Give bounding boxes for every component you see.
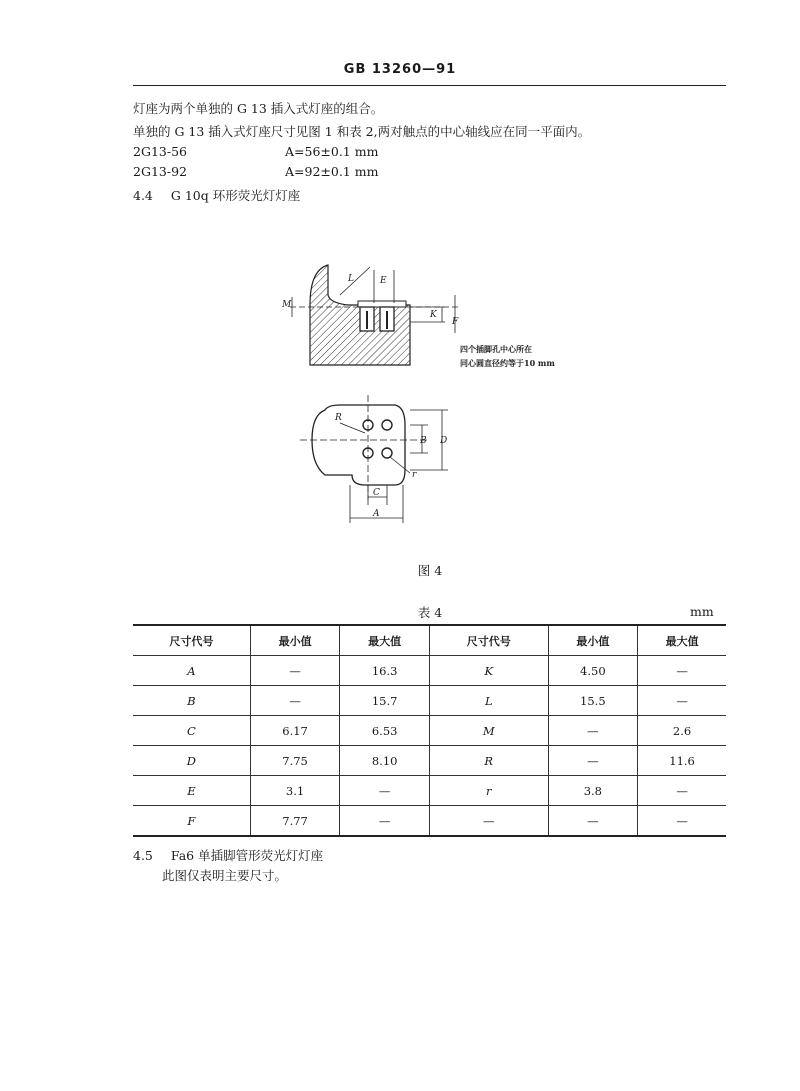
- section-title: G 10q 环形荧光灯灯座: [170, 188, 301, 203]
- dim-label-F: F: [452, 317, 459, 327]
- dim-label-r: r: [412, 470, 417, 480]
- section-number: 4.4: [133, 188, 153, 203]
- header-cell: 尺寸代号: [133, 625, 250, 656]
- table-cell: 7.75: [250, 746, 340, 776]
- table-cell: —: [548, 716, 638, 746]
- header-cell: 尺寸代号: [429, 625, 548, 656]
- table-cell: 11.6: [638, 746, 726, 776]
- table-cell: —: [548, 806, 638, 837]
- page-header: GB 13260—91: [343, 62, 457, 77]
- table-cell: M: [429, 716, 548, 746]
- header-cell: 最小值: [548, 625, 638, 656]
- table-cell: F: [133, 806, 250, 837]
- pin-hole-4: [382, 448, 392, 458]
- table-cell: —: [638, 806, 726, 837]
- table-row: [133, 806, 726, 837]
- type-code-1: 2G13-56: [133, 144, 187, 159]
- table-cell: —: [638, 686, 726, 716]
- type-code-2: 2G13-92: [133, 164, 187, 179]
- table-cell: R: [429, 746, 548, 776]
- table-unit: mm: [690, 604, 714, 619]
- dim-label-K: K: [430, 310, 437, 320]
- section-4-4-heading: [133, 186, 300, 204]
- table-cell: 2.6: [638, 716, 726, 746]
- header-cell: 最大值: [638, 625, 726, 656]
- table-cell: B: [133, 686, 250, 716]
- table-cell: L: [429, 686, 548, 716]
- side-view-top-plate: [358, 301, 406, 307]
- figure-note-line-1: 四个插脚孔中心所在: [460, 344, 532, 354]
- table-cell: —: [340, 776, 430, 806]
- table-cell: 6.17: [250, 716, 340, 746]
- table-cell: —: [548, 746, 638, 776]
- table-cell: 4.50: [548, 656, 638, 686]
- table-cell: K: [429, 656, 548, 686]
- top-view-outline: [312, 405, 405, 485]
- body-line-2: 单独的 G 13 插入式灯座尺寸见图 1 和表 2,两对触点的中心轴线应在同一平面内。: [133, 124, 591, 139]
- dim-label-L: L: [348, 274, 354, 284]
- table-cell: 3.1: [250, 776, 340, 806]
- dimension-table: [133, 624, 726, 837]
- table-row: [133, 716, 726, 746]
- table-cell: 15.5: [548, 686, 638, 716]
- header-cell: 最大值: [340, 625, 430, 656]
- table-cell: 16.3: [340, 656, 430, 686]
- table-cell: —: [250, 686, 340, 716]
- table-cell: 7.77: [250, 806, 340, 837]
- pin-hole-2: [382, 420, 392, 430]
- table-cell: A: [133, 656, 250, 686]
- table-cell: —: [429, 806, 548, 837]
- table-cell: D: [133, 746, 250, 776]
- table-title: 表 4: [417, 605, 443, 620]
- table-cell: C: [133, 716, 250, 746]
- table-cell: —: [250, 656, 340, 686]
- dim-label-A: A: [373, 509, 380, 519]
- table-cell: 8.10: [340, 746, 430, 776]
- dim-label-C: C: [373, 488, 380, 498]
- header-cell: 最小值: [250, 625, 340, 656]
- type-spec-2: A=92±0.1 mm: [285, 164, 379, 179]
- table-header-row: [133, 625, 726, 656]
- table-cell: —: [638, 776, 726, 806]
- table-cell: r: [429, 776, 548, 806]
- table-row: [133, 656, 726, 686]
- body-line-1: 灯座为两个单独的 G 13 插入式灯座的组合。: [133, 101, 384, 116]
- dim-label-M: M: [282, 300, 292, 310]
- type-spec-1: A=56±0.1 mm: [285, 144, 379, 159]
- header-rule: [133, 85, 726, 86]
- table-cell: —: [340, 806, 430, 837]
- table-cell: 15.7: [340, 686, 430, 716]
- table-row: [133, 746, 726, 776]
- table-cell: E: [133, 776, 250, 806]
- dim-label-D: D: [440, 436, 448, 446]
- table-cell: 3.8: [548, 776, 638, 806]
- dim-label-B: B: [420, 436, 427, 446]
- section-number: 4.5: [133, 848, 153, 863]
- dim-label-R: R: [335, 413, 342, 423]
- table-row: [133, 776, 726, 806]
- table-cell: 6.53: [340, 716, 430, 746]
- section-4-5-note: 此图仅表明主要尺寸。: [162, 868, 288, 883]
- table-cell: —: [638, 656, 726, 686]
- section-title: Fa6 单插脚管形荧光灯灯座: [170, 848, 324, 863]
- section-4-5-heading: [133, 846, 323, 864]
- figure-caption: 图 4: [417, 563, 443, 578]
- table-row: [133, 686, 726, 716]
- figure-4-drawing: [270, 245, 600, 530]
- figure-note-line-2: 同心圆直径约等于10 mm: [460, 358, 555, 368]
- dim-label-E: E: [380, 276, 387, 286]
